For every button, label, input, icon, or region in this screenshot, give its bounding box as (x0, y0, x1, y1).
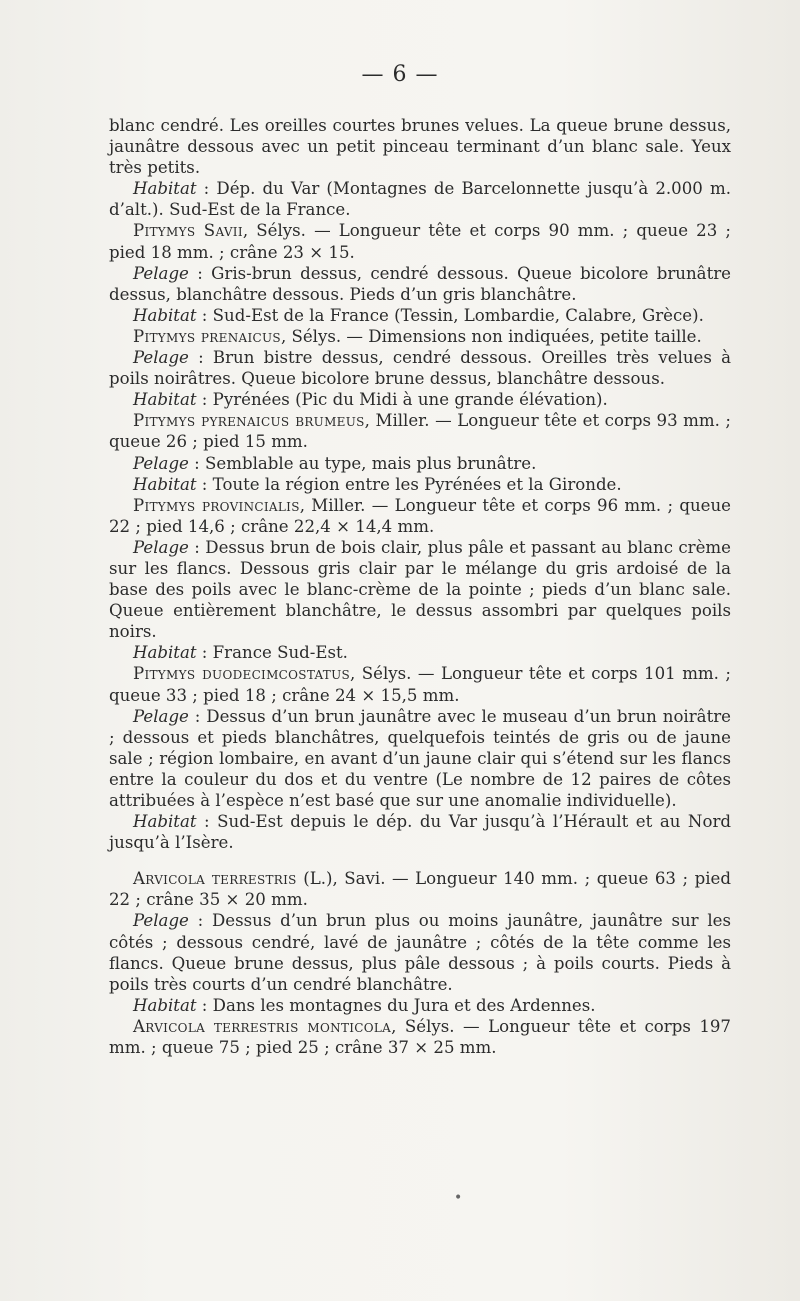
species-entry: Pitymys pyrenaicus brumeus, Miller. — Longueur tête et corps 93 mm. ; queue 26 ; pied 15 mm. (109, 411, 732, 452)
pelage-entry: Pelage : Brun bistre dessus, cendré dessous. Oreilles très velues à poils noirâtres. Queue bicolore brune dessus, blanchâtre dessous. (109, 348, 731, 389)
spacer (109, 853, 731, 868)
species-entry: Pitymys Savii, Sélys. — Longueur tête et corps 90 mm. ; queue 23 ; pied 18 mm. ; crâne 23 × 15. (109, 221, 731, 262)
habitat-entry: Habitat : Sud-Est depuis le dép. du Var jusqu’à l’Hérault et au Nord jusqu’à l’Isère. (109, 812, 731, 853)
pelage-entry: Pelage : Dessus brun de bois clair, plus pâle et passant au blanc crème sur les flancs. Dessous gris clair par le mélange du gris ardoisé de la base des poils avec le blanc-crème de la pointe ; pieds d’un blanc sale. Queue entièrement blanchâtre, le dessus assombri par quelques poils noirs. (109, 537, 731, 642)
pelage-entry: Pelage : Dessus d’un brun plus ou moins jaunâtre, jaunâtre sur les côtés ; dessous cendré, lavé de jaunâtre ; côtés de la tête comme les flancs. Queue brune dessus, plus pâle dessous ; à poils courts. Pieds à poils très courts d’un cendré blanchâtre. (109, 911, 731, 994)
page-body (109, 115, 731, 1058)
habitat-entry: Habitat : Sud-Est de la France (Tessin, Lombardie, Calabre, Grèce). (133, 305, 704, 325)
species-entry: Pitymys prenaicus, Sélys. — Dimensions non indiquées, petite taille. (133, 326, 702, 346)
habitat-entry: Habitat : Dans les montagnes du Jura et des Ardennes. (133, 995, 596, 1015)
habitat-entry: Habitat : Toute la région entre les Pyrénées et la Gironde. (133, 474, 622, 494)
paragraph: blanc cendré. Les oreilles courtes brunes velues. La queue brune dessus, jaunâtre dessous avec un petit pinceau terminant d’un blanc sale. Yeux très petits. (109, 116, 731, 178)
habitat-entry: Habitat : Dép. du Var (Montagnes de Barcelonnette jusqu’à 2.000 m. d’alt.). Sud-Est de la France. (109, 179, 731, 220)
species-entry: Pitymys duodecimcostatus, Sélys. — Longueur tête et corps 101 mm. ; queue 33 ; pied 18 ; crâne 24 × 15,5 mm. (109, 664, 731, 705)
print-speck: • (454, 1190, 463, 1206)
pelage-entry: Pelage : Gris-brun dessus, cendré dessous. Queue bicolore brunâtre dessus, blanchâtre dessous. Pieds d’un gris blanchâtre. (109, 263, 731, 304)
habitat-entry: Habitat : Pyrénées (Pic du Midi à une grande élévation). (133, 390, 608, 410)
pelage-entry: Pelage : Dessus d’un brun jaunâtre avec le museau d’un brun noirâtre ; dessous et pieds blanchâtres, quelquefois teintés de gris ou de jaune sale ; région lombaire, en avant d’un jaune clair qui s’étend sur les flancs entre la couleur du dos et du ventre (Le nombre de 12 paires de côtes attribuées à l’espèce n’est basé que sur une anomalie individuelle). (109, 706, 731, 810)
habitat-entry: Habitat : France Sud-Est. (133, 643, 348, 663)
species-entry: Pitymys provincialis, Miller. — Longueur tête et corps 96 mm. ; queue 22 ; pied 14,6 ; crâne 22,4 × 14,4 mm. (109, 495, 731, 536)
page-number: — 6 — (361, 62, 439, 87)
pelage-entry: Pelage : Semblable au type, mais plus brunâtre. (133, 453, 537, 473)
species-entry: Arvicola terrestris monticola, Sélys. — Longueur tête et corps 197 mm. ; queue 75 ; pied 25 ; crâne 37 × 25 mm. (109, 1016, 731, 1058)
species-entry: Arvicola terrestris (L.), Savi. — Longueur 140 mm. ; queue 63 ; pied 22 ; crâne 35 × 20 mm. (109, 869, 731, 910)
